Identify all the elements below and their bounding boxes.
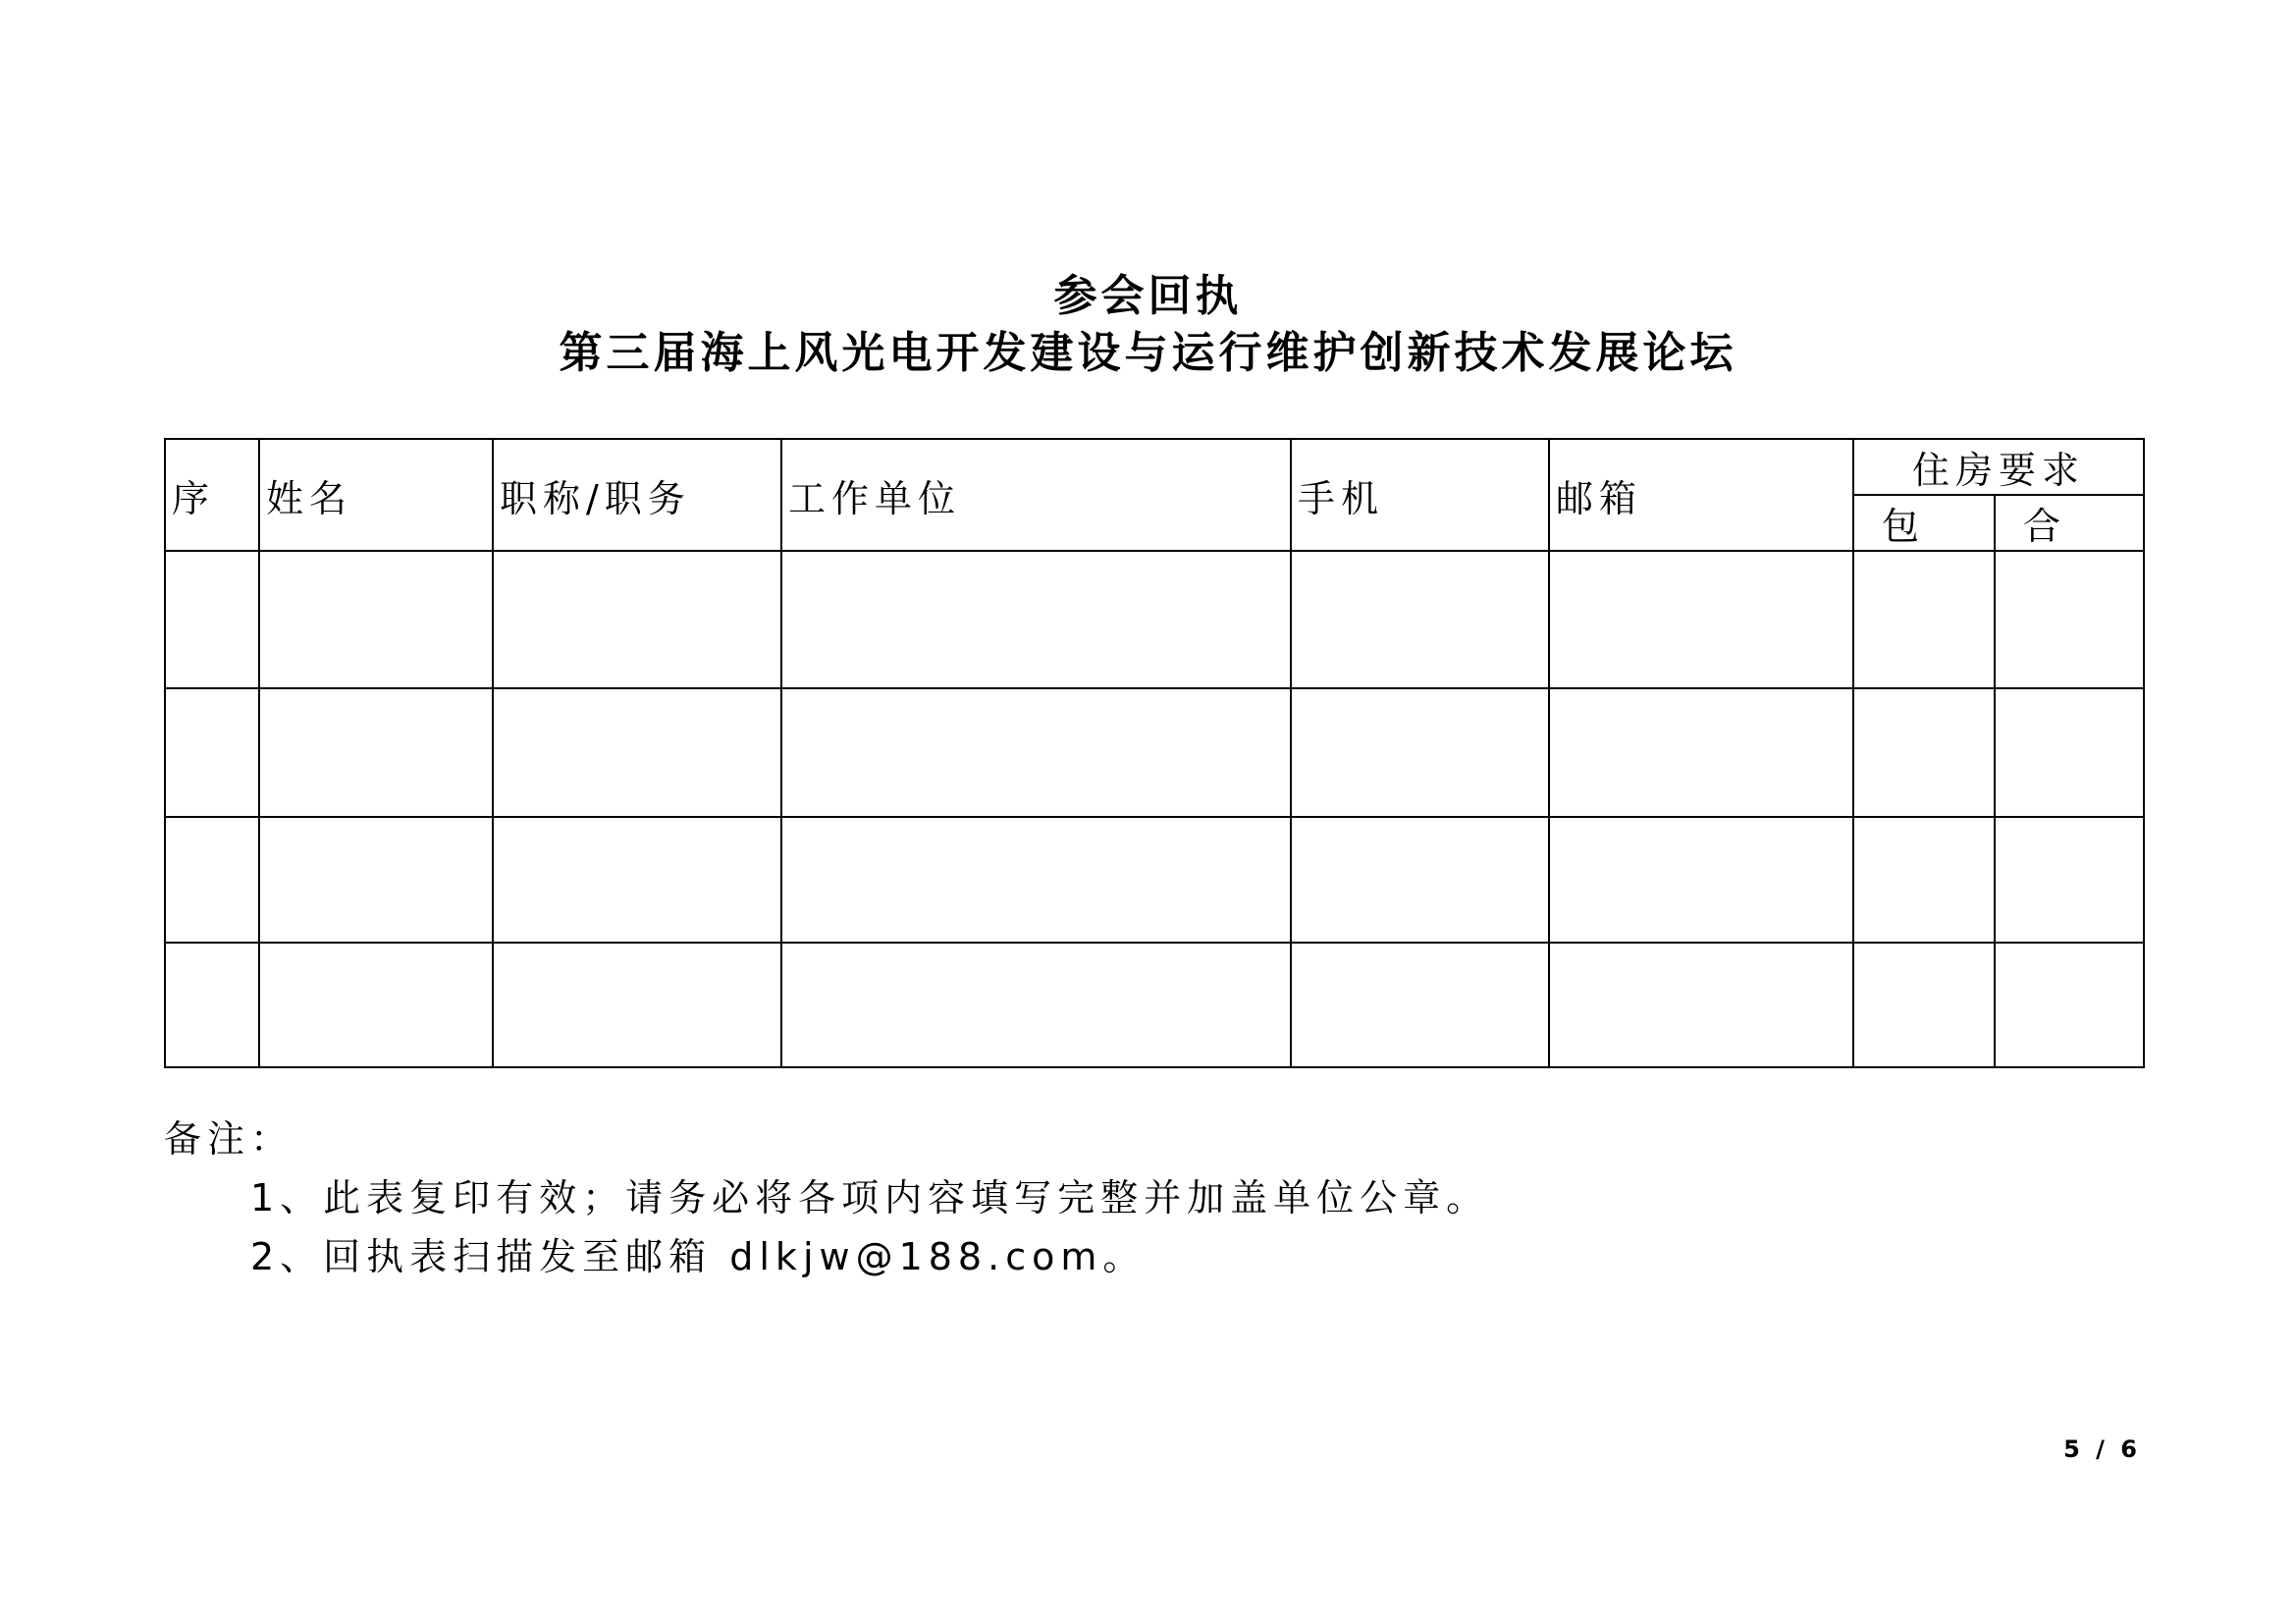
cell-name[interactable] — [259, 817, 493, 943]
note-item-1: 1、此表复印有效；请务必将各项内容填写完整并加盖单位公章。 — [250, 1176, 1490, 1219]
header-housing: 住房要求 — [1853, 439, 2144, 495]
header-email: 邮箱 — [1549, 439, 1853, 551]
header-organization: 工作单位 — [781, 439, 1291, 551]
cell-housing-single[interactable] — [1853, 688, 1995, 817]
cell-mobile[interactable] — [1291, 688, 1549, 817]
notes-label: 备注： — [164, 1117, 294, 1161]
cell-mobile[interactable] — [1291, 551, 1549, 688]
note-item-2: 2、回执表扫描发至邮箱 dlkjw@188.com。 — [250, 1235, 1147, 1278]
cell-organization[interactable] — [781, 688, 1291, 817]
cell-housing-single[interactable] — [1853, 551, 1995, 688]
cell-housing-single[interactable] — [1853, 943, 1995, 1067]
registration-table — [164, 438, 2145, 1068]
table-row — [165, 551, 2144, 688]
cell-seq[interactable] — [165, 817, 259, 943]
header-mobile: 手机 — [1291, 439, 1549, 551]
cell-mobile[interactable] — [1291, 943, 1549, 1067]
cell-seq[interactable] — [165, 688, 259, 817]
table-row — [165, 817, 2144, 943]
cell-position[interactable] — [493, 551, 781, 688]
form-title: 参会回执 — [1053, 271, 1243, 321]
page-number: 5 / 6 — [2063, 1435, 2141, 1463]
header-seq: 序 — [165, 439, 259, 551]
cell-position[interactable] — [493, 943, 781, 1067]
cell-housing-shared[interactable] — [1995, 943, 2144, 1067]
cell-housing-shared[interactable] — [1995, 688, 2144, 817]
cell-organization[interactable] — [781, 817, 1291, 943]
table-row — [165, 943, 2144, 1067]
cell-mobile[interactable] — [1291, 817, 1549, 943]
cell-email[interactable] — [1549, 817, 1853, 943]
forum-subtitle: 第三届海上风光电开发建设与运行维护创新技术发展论坛 — [559, 328, 1737, 378]
cell-email[interactable] — [1549, 551, 1853, 688]
header-name: 姓名 — [259, 439, 493, 551]
cell-email[interactable] — [1549, 943, 1853, 1067]
table-row — [165, 688, 2144, 817]
cell-name[interactable] — [259, 943, 493, 1067]
header-housing-shared: 合 — [1995, 495, 2144, 551]
cell-organization[interactable] — [781, 551, 1291, 688]
cell-housing-shared[interactable] — [1995, 817, 2144, 943]
cell-seq[interactable] — [165, 943, 259, 1067]
cell-position[interactable] — [493, 817, 781, 943]
cell-email[interactable] — [1549, 688, 1853, 817]
cell-name[interactable] — [259, 688, 493, 817]
cell-housing-shared[interactable] — [1995, 551, 2144, 688]
cell-organization[interactable] — [781, 943, 1291, 1067]
notes-section — [164, 1110, 1489, 1286]
cell-seq[interactable] — [165, 551, 259, 688]
header-housing-single: 包 — [1853, 495, 1995, 551]
cell-position[interactable] — [493, 688, 781, 817]
cell-housing-single[interactable] — [1853, 817, 1995, 943]
header-position: 职称/职务 — [493, 439, 781, 551]
cell-name[interactable] — [259, 551, 493, 688]
